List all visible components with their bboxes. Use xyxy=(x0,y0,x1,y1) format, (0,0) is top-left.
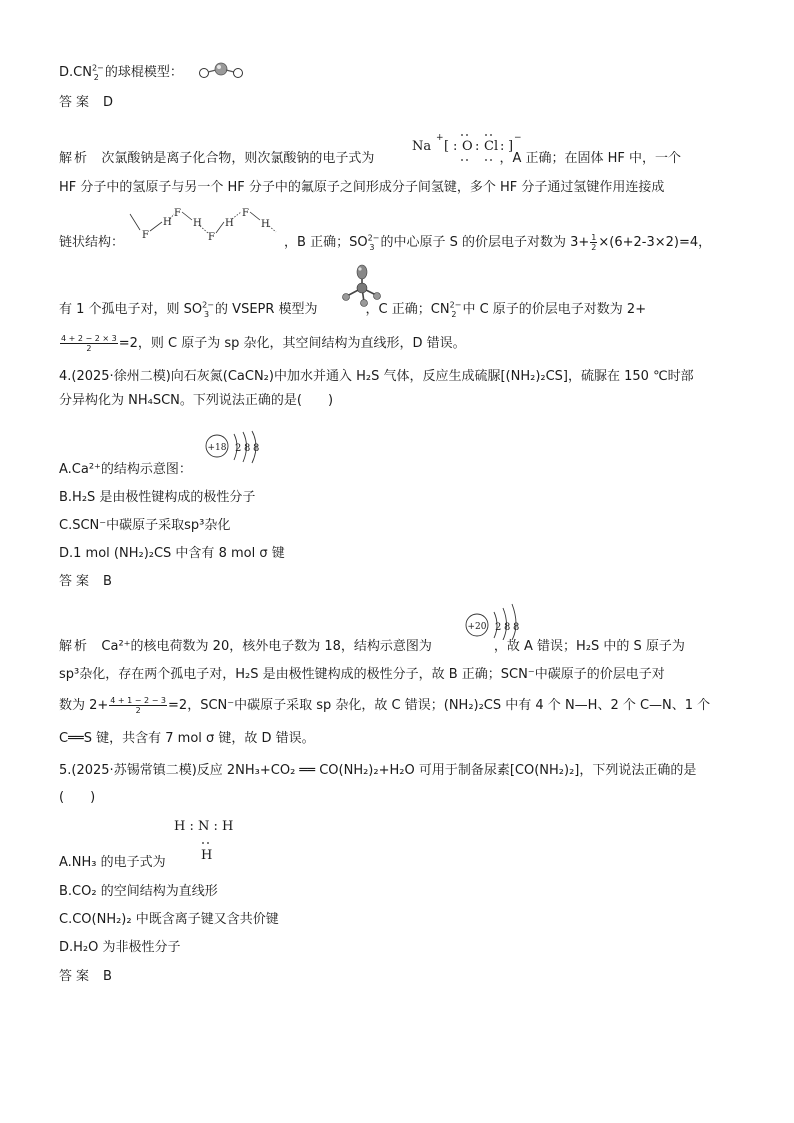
q4-option-b: B.H₂S 是由极性键构成的极性分子 xyxy=(59,490,256,505)
hf-atom: F xyxy=(142,230,149,241)
nucleus-label: +18 xyxy=(207,443,227,453)
q4-analysis-line1: 解析 Ca²⁺的核电荷数为 20，核外电子数为 18，结构示意图为 ，故 A 错误；H₂S 中的 S 原子为 xyxy=(59,639,685,654)
naclo-electron-formula: Na + [ : O : Cl : ] − xyxy=(412,130,542,166)
shell-count: 8 xyxy=(513,622,520,633)
hf-atom: H xyxy=(261,219,270,230)
q5-answer: 答案 B xyxy=(59,969,112,984)
shell-count: 2 xyxy=(495,622,502,633)
q4-stem-line2: 分异构化为 NH₄SCN。下列说法正确的是( ) xyxy=(59,393,334,408)
q5-option-a: A.NH₃ 的电子式为 xyxy=(59,855,166,870)
fraction: $\frac{4 + 2 - 2 \times 3}{2}$ xyxy=(61,334,117,353)
q3-analysis-line5: $\frac{4 + 2 - 2 \times 3}{2}$ =2，则 C 原子为 sp 杂化，其空间结构为直线形，D 错误。 xyxy=(61,334,466,353)
q4-answer: 答案 B xyxy=(59,574,112,589)
q4-stem-line1: 4.(2025·徐州二模)向石灰氮(CaCN₂)中加水并通入 H₂S 气体，反应生成硫脲[(NH₂)₂CS]，硫脲在 150 ℃时部 xyxy=(59,369,694,384)
hf-atom: H xyxy=(225,218,234,229)
q5-stem-line1: 5.(2025·苏锡常镇二模)反应 2NH₃+CO₂ ══ CO(NH₂)₂+H₂O 可用于制备尿素[CO(NH₂)₂]，下列说法正确的是 xyxy=(59,763,697,778)
hf-atom: F xyxy=(242,208,249,219)
q4-option-a: A.Ca²⁺的结构示意图： xyxy=(59,462,192,477)
ca-ion-structure-diagram xyxy=(202,430,274,470)
q4-analysis-line2: sp³杂化，存在两个孤电子对，H₂S 是由极性键构成的极性分子，故 B 正确；SCN⁻中碳原子的价层电子对 xyxy=(59,667,665,682)
q3-analysis-line1: 解析 次氯酸钠是离子化合物，则次氯酸钠的电子式为 ，A 正确；在固体 HF 中，一个 xyxy=(59,151,681,166)
q3-analysis-line3: 链状结构： ，B 正确；$SO^{2-}_3$ 的中心原子 S 的价层电子对数为 3+ $\frac{1}{2}$ ×(6+2-3×2)=4， xyxy=(59,233,712,252)
q4-analysis-line4: C══S 键，共含有 7 mol σ 键，故 D 错误。 xyxy=(59,731,315,746)
q5-option-c: C.CO(NH₂)₂ 中既含离子键又含共价键 xyxy=(59,912,279,927)
q4-option-d: D.1 mol (NH₂)₂CS 中含有 8 mol σ 键 xyxy=(59,546,285,561)
q5-option-d: D.H₂O 为非极性分子 xyxy=(59,940,181,955)
q3-analysis-line2: HF 分子中的氢原子与另一个 HF 分子中的氟原子之间形成分子间氢键，多个 HF 分子通过氢键作用连接成 xyxy=(59,180,665,195)
q3-answer: 答案 D xyxy=(59,95,114,110)
shell-count: 8 xyxy=(253,443,260,454)
hf-atom: F xyxy=(208,232,215,243)
fraction: $\frac{4 + 1 - 2 - 3}{2}$ xyxy=(110,696,167,715)
q3-analysis-line4: 有 1 个孤电子对，则 $SO^{2-}_3$ 的 VSEPR 模型为 ，C 正确；$CN^{2-}_2$ 中 C 原子的价层电子对数为 2+ xyxy=(59,300,647,319)
hf-atom: H xyxy=(193,218,202,229)
q4-analysis-line3: 数为 2+ $\frac{4 + 1 - 2 - 3}{2}$ =2，SCN⁻中碳原子采取 sp 杂化，故 C 错误；(NH₂)₂CS 中有 4 个 N—H、2 个 C—N、1 个 xyxy=(59,696,711,715)
q4-option-c: C.SCN⁻中碳原子采取sp³杂化 xyxy=(59,518,231,533)
shell-count: 8 xyxy=(244,443,251,454)
shell-count: 8 xyxy=(504,622,511,633)
q3-option-d: $D.CN^{2-}_2$ 的球棍模型： xyxy=(59,63,183,82)
ball-stick-model-cn2 xyxy=(196,60,246,82)
q5-option-b: B.CO₂ 的空间结构为直线形 xyxy=(59,884,218,899)
hf-atom: H xyxy=(163,217,172,228)
shell-count: 2 xyxy=(235,443,242,454)
fraction-half: $\frac{1}{2}$ xyxy=(591,233,597,252)
nucleus-label: +20 xyxy=(467,622,487,632)
nh3-electron-formula: H : N : H H xyxy=(174,819,234,863)
hf-atom: F xyxy=(174,208,181,219)
ca-ion-structure-diagram-analysis xyxy=(462,600,534,640)
q5-stem-line2: ( ) xyxy=(59,790,96,805)
